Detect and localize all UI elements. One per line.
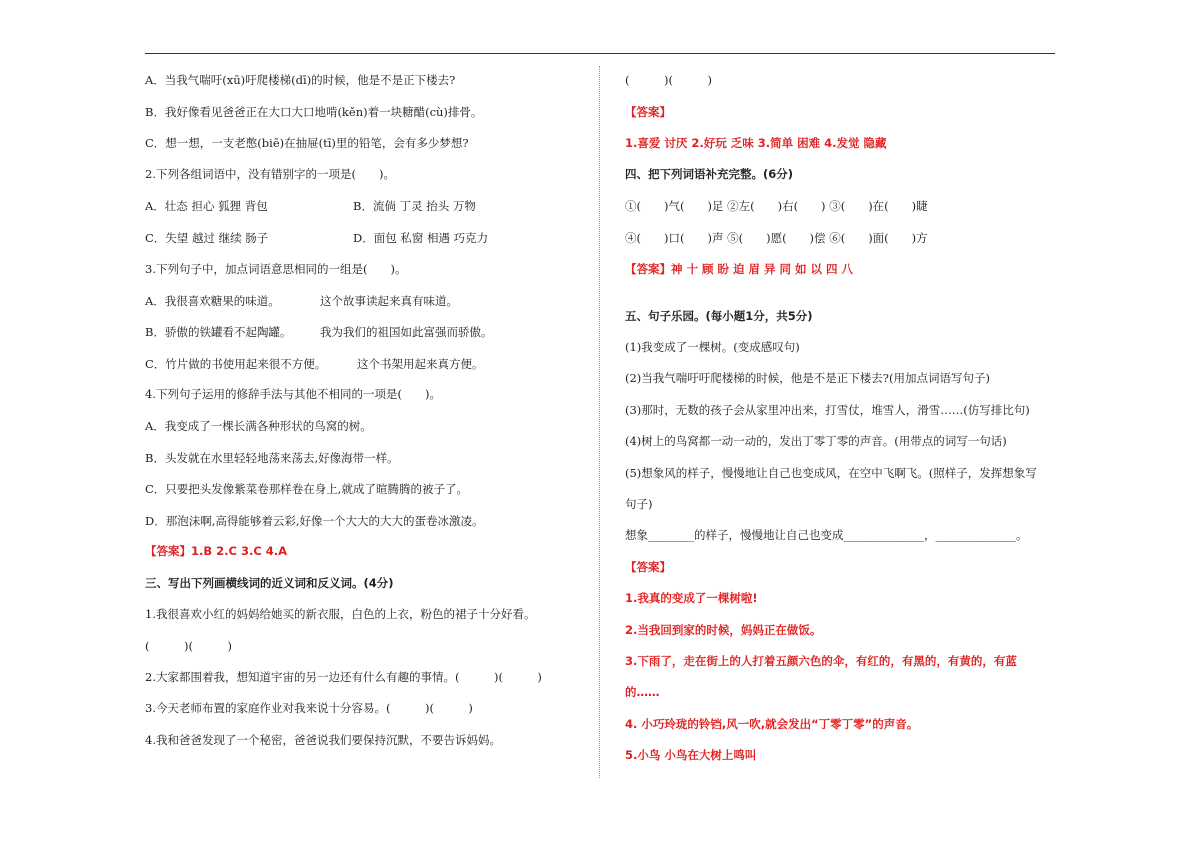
header-rule [145,53,1055,54]
answer-tag-2: 【答案】 [625,105,671,119]
answer-block-1 [145,543,287,559]
q3-option-c-2: 这个书架用起来真方便。 [357,357,484,371]
section-3-heading: 三、写出下列画横线词的近义词和反义词。(4分) [145,576,394,590]
q2-option-a: A．壮态 担心 狐狸 背包 [145,199,268,213]
s3-question-4: 4.我和爸爸发现了一个秘密，爸爸说我们要保持沉默，不要告诉妈妈。 [145,733,501,747]
s4-row-1: ①( )气( )足 ②左( )右( ) ③( )在( )睫 [625,199,928,213]
s5-question-1: (1)我变成了一棵树。(变成感叹句) [625,340,800,354]
q3-option-a-1: A．我很喜欢糖果的味道。 [145,294,280,308]
answer-tag: 【答案】 [625,262,671,276]
q3-option-a-2: 这个故事读起来真有味道。 [320,294,458,308]
answer-5-1: 1.我真的变成了一棵树啦! [625,591,758,605]
q1-option-a: A．当我气喘吁(xū)吁爬楼梯(dī)的时候，他是不是正下楼去? [145,73,456,87]
s3-question-2: 2.大家都围着我，想知道宇宙的另一边还有什么有趣的事情。( )( ) [145,670,542,684]
s5-question-2: (2)当我气喘吁吁爬楼梯的时候，他是不是正下楼去?(用加点词语写句子) [625,371,990,385]
q1-option-b: B．我好像看见爸爸正在大口大口地啃(kěn)着一块糖醋(cù)排骨。 [145,105,483,119]
q4-option-c: C．只要把头发像紫菜卷那样卷在身上,就成了暄腾腾的被子了。 [145,482,468,496]
section-4-heading: 四、把下列词语补充完整。(6分) [625,167,794,181]
answer-text: 1.B 2.C 3.C 4.A [191,544,288,558]
answer-text-2: 1.喜爱 讨厌 2.好玩 乏味 3.简单 困难 4.发觉 隐藏 [625,136,887,150]
q2-option-b: B．流倘 丁灵 抬头 万物 [353,199,476,213]
s5-question-3: (3)那时，无数的孩子会从家里冲出来，打雪仗，堆雪人，滑雪……(仿写排比句) [625,403,1030,417]
q4-option-d: D．那泡沫啊,高得能够着云彩,好像一个大大的大大的蛋卷冰激凌。 [145,514,484,528]
column-divider [599,66,600,778]
s3-question-3: 3.今天老师布置的家庭作业对我来说十分容易。( )( ) [145,701,473,715]
q2-option-c: C．失望 越过 继续 肠子 [145,231,269,245]
answer-text: 神 十 顾 盼 迫 眉 异 同 如 以 四 八 [671,262,854,276]
s5-question-5-cont: 句子) [625,497,653,511]
q3-option-b-1: B．骄傲的铁罐看不起陶罐。 [145,325,292,339]
q2-option-d: D．面包 私窗 相遇 巧克力 [353,231,489,245]
q3-option-c-1: C．竹片做的书使用起来很不方便。 [145,357,327,371]
answer-5-5: 5.小鸟 小鸟在大树上鸣叫 [625,748,757,762]
answer-block-4 [625,261,853,277]
answer-5-4: 4. 小巧玲珑的铃铛,风一吹,就会发出“丁零丁零”的声音。 [625,717,919,731]
question-4: 4.下列句子运用的修辞手法与其他不相同的一项是( )。 [145,387,441,401]
q4-option-a: A．我变成了一棵长满各种形状的鸟窝的树。 [145,419,372,433]
s4-row-2: ④( )口( )声 ⑤( )愿( )偿 ⑥( )面( )方 [625,231,928,245]
s3-question-1-blanks: ( )( ) [145,639,232,653]
s5-question-5-template: 想象________的样子，慢慢地让自己也变成______________，______________。 [625,528,1028,542]
answer-5-2: 2.当我回到家的时候，妈妈正在做饭。 [625,623,822,637]
section-5-heading: 五、句子乐园。(每小题1分，共5分) [625,309,813,323]
question-3: 3.下列句子中，加点词语意思相同的一组是( )。 [145,262,407,276]
question-2: 2.下列各组词语中，没有错别字的一项是( )。 [145,167,395,181]
s3-question-1: 1.我很喜欢小红的妈妈给她买的新衣服，白色的上衣，粉色的裙子十分好看。 [145,607,536,621]
answer-5-3-cont: 的…… [625,685,660,699]
q3-option-b-2: 我为我们的祖国如此富强而骄傲。 [320,325,493,339]
answer-tag-5: 【答案】 [625,560,671,574]
q4-option-b: B．头发就在水里轻轻地荡来荡去,好像海带一样。 [145,451,399,465]
q1-option-c: C．想一想，一支老憋(biē)在抽屉(tī)里的铅笔，会有多少梦想? [145,136,469,150]
s5-question-4: (4)树上的鸟窝都一动一动的，发出丁零丁零的声音。(用带点的词写一句话) [625,434,1007,448]
s3-question-4-blanks: ( )( ) [625,73,712,87]
answer-tag: 【答案】 [145,544,191,558]
answer-5-3: 3.下雨了，走在街上的人打着五颜六色的伞，有红的，有黑的，有黄的，有蓝 [625,654,1017,668]
s5-question-5: (5)想象风的样子，慢慢地让自己也变成风，在空中飞啊飞。(照样子，发挥想象写 [625,466,1037,480]
